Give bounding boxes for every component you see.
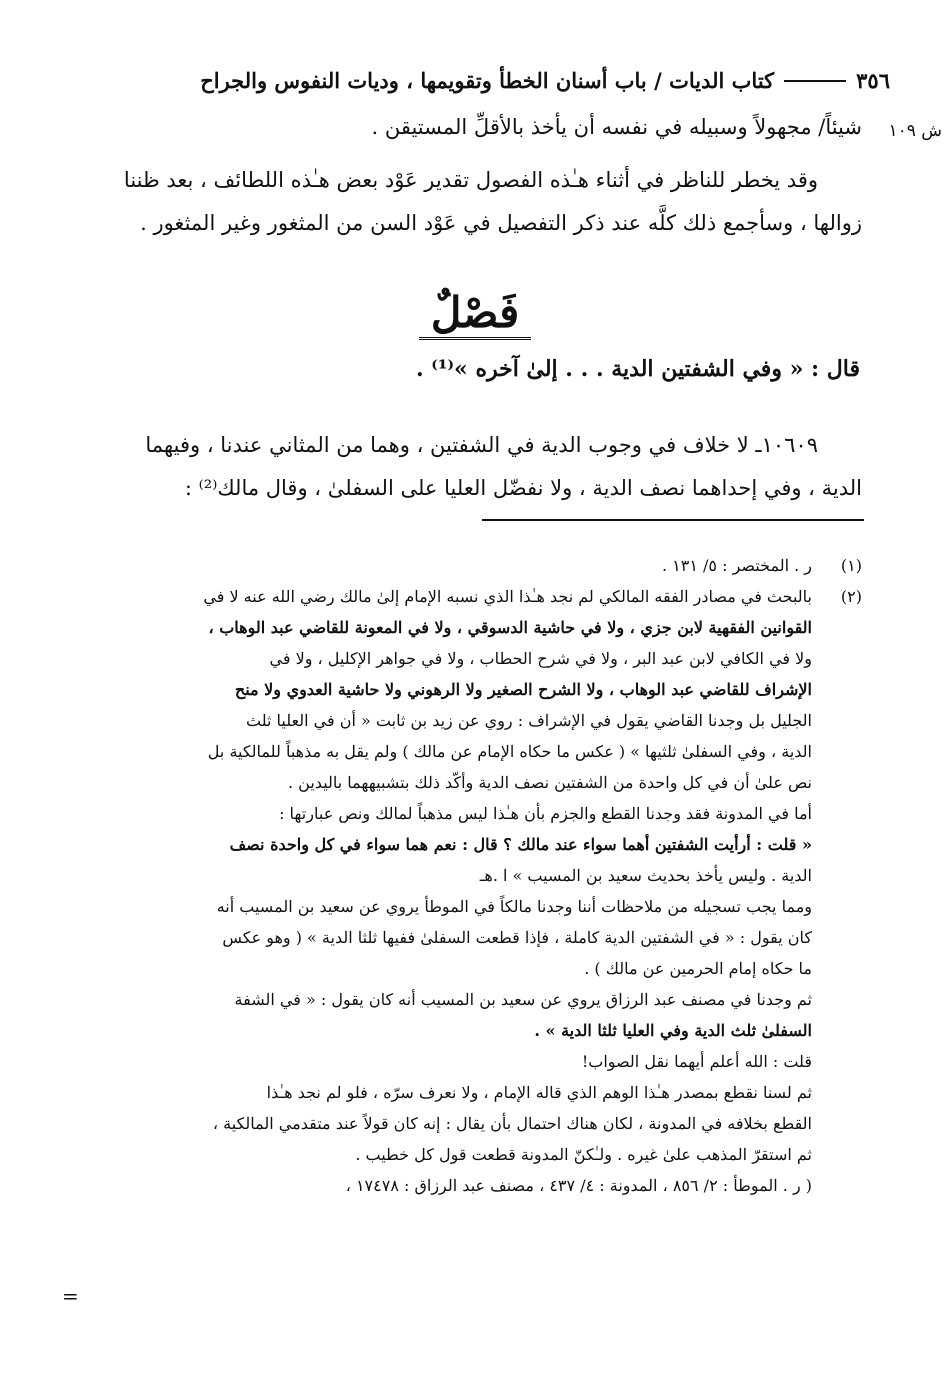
footnote-line: السفلىٰ ثلث الدية وفي العليا ثلثا الدية » . [534, 1021, 812, 1040]
paragraph-2-line: الدية ، وفي إحداهما نصف الدية ، ولا نفضّل العليا على السفلىٰ ، وقال مالك⁽²⁾ : [184, 476, 862, 500]
paragraph-2-line: ١٠٦٠٩ـ لا خلاف في وجوب الدية في الشفتين ، وهما من المثاني عندنا ، وفيهما [145, 433, 818, 457]
footnote-line: بالبحث في مصادر الفقه المالكي لم نجد هـٰذا الذي نسبه الإمام إلىٰ مالك رضي الله عنه لا في [203, 587, 812, 606]
paragraph-1-line: وقد يخطر للناظر في أثناء هـٰذه الفصول تقدير عَوْد بعض هـٰذه اللطائف ، بعد ظننا [123, 168, 818, 192]
running-header [60, 68, 890, 93]
footnote-line: الإشراف للقاضي عبد الوهاب ، ولا الشرح الصغير ولا الرهوني ولا حاشية العدوي ولا منح [234, 680, 812, 699]
section-ornament-text: فَصْلٌ [419, 288, 531, 340]
footnote-1 [60, 550, 862, 581]
footnote-line: القطع بخلافه في المدونة ، لكان هناك احتمال بأن يقال : إنه كان قولاً عند متقدمي المالكية ، [212, 1114, 812, 1133]
footnote-2 [60, 581, 862, 1201]
footnote-line: نص علىٰ أن في كل واحدة من الشفتين نصف الدية وأكّد ذلك بتشبيههما باليدين . [287, 773, 812, 792]
section-ornament [0, 288, 950, 340]
paragraph-1-line: شيئاً/ مجهولاً وسبيله في نفسه أن يأخذ بالأقلِّ المستيقن . [371, 115, 862, 139]
header-title: كتاب الديات / باب أسنان الخطأ وتقويمها ، وديات النفوس والجراح [200, 68, 775, 93]
header-dash [784, 80, 846, 82]
footnote-line: ما حكاه إمام الحرمين عن مالك ) . [584, 959, 812, 978]
footnote-line: الجليل بل وجدنا القاضي يقول في الإشراف : روي عن زيد بن ثابت « أن في العليا ثلث [246, 711, 812, 730]
paragraph-2 [62, 424, 862, 510]
page-number: ٣٥٦ [856, 68, 890, 93]
footnote-line: ر . المختصر : ٥/ ١٣١ . [661, 556, 812, 575]
footnote-line: ولا في الكافي لابن عبد البر ، ولا في شرح الحطاب ، ولا في جواهر الإكليل ، ولا في [269, 649, 812, 668]
footnote-line: ثم استقرّ المذهب علىٰ غيره . ولـٰكنّ المدونة قطعت قول كل خطيب . [355, 1145, 812, 1164]
header-right [200, 68, 890, 93]
footnote-line: كان يقول : « في الشفتين الدية كاملة ، فإذا قطعت السفلىٰ ففيها ثلثا الدية » ( وهو عكس [222, 928, 812, 947]
margin-note: ش ١٠٩ [888, 121, 942, 141]
paragraph-1-line: زوالها ، وسأجمع ذلك كلَّه عند ذكر التفصيل في عَوْد السن من المثغور وغير المثغور . [140, 211, 862, 235]
footnote-line: ( ر . الموطأ : ٢/ ٨٥٦ ، المدونة : ٤/ ٤٣٧ ، مصنف عبد الرزاق : ١٧٤٧٨ ، [345, 1176, 812, 1195]
paragraph-1 [62, 106, 862, 245]
footnote-body [60, 581, 812, 1201]
footnote-body [60, 550, 812, 581]
footnote-line: قلت : الله أعلم أيهما نقل الصواب! [581, 1052, 812, 1071]
footnotes [60, 550, 862, 1201]
continuation-mark: = [62, 1284, 79, 1308]
footnote-line: « قلت : أرأيت الشفتين أهما سواء عند مالك ؟ قال : نعم هما سواء في كل واحدة نصف [229, 835, 812, 854]
footnote-line: ثم لسنا نقطع بمصدر هـٰذا الوهم الذي قاله الإمام ، ولا نعرف سرّه ، فلو لم نجد هـٰذا [266, 1083, 812, 1102]
footnote-line: أما في المدونة فقد وجدنا القطع والجزم بأن هـٰذا ليس مذهباً لمالك ونص عبارتها : [279, 804, 812, 823]
quoted-statement: قال : « وفي الشفتين الدية . . . إلىٰ آخره »⁽¹⁾ . [415, 356, 860, 382]
footnote-line: ومما يجب تسجيله من ملاحظات أننا وجدنا مالكاً في الموطأ يروي عن سعيد بن المسيب أنه [216, 897, 812, 916]
footnote-number: (١) [840, 556, 862, 575]
footnote-number: (٢) [840, 587, 862, 606]
footnote-line: الدية . وليس يأخذ بحديث سعيد بن المسيب » ا .هـ [479, 866, 812, 885]
footnote-line: الدية ، وفي السفلىٰ ثلثيها » ( عكس ما حكاه الإمام عن مالك ) ولم يقل به مذهباً للمالكية بل [207, 742, 812, 761]
footnote-line: القوانين الفقهية لابن جزي ، ولا في حاشية الدسوقي ، ولا في المعونة للقاضي عبد الوهاب ، [208, 618, 812, 637]
footnote-line: ثم وجدنا في مصنف عبد الرزاق يروي عن سعيد بن المسيب أنه كان يقول : « في الشفة [234, 990, 812, 1009]
footnote-separator [482, 519, 864, 521]
